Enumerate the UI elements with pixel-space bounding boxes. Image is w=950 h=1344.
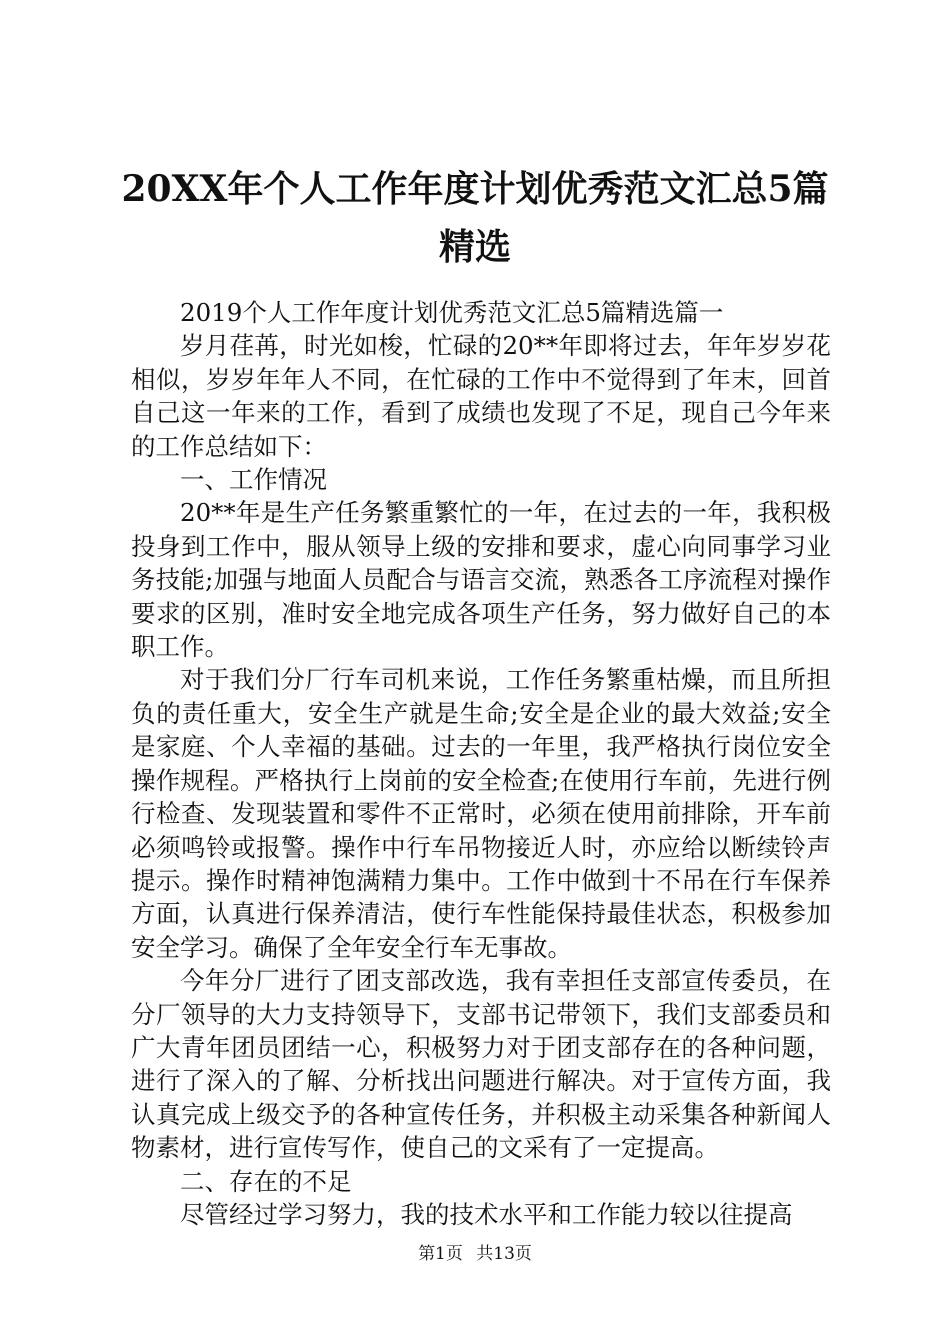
paragraph-intro: 岁月荏苒，时光如梭，忙碌的20**年即将过去，年年岁岁花相似，岁岁年年人不同，在忙碌的工作中不觉得到了年末，回首自己这一年来的工作，看到了成绩也发现了不足，现自己今年来的工作总结如下： [131, 331, 831, 461]
section-heading-article-one: 2019个人工作年度计划优秀范文汇总5篇精选篇一 [180, 298, 724, 327]
section-heading-shortcomings: 二、存在的不足 [180, 1166, 352, 1196]
paragraph-league-branch: 今年分厂进行了团支部改选，我有幸担任支部宣传委员，在分厂领导的大力支持领导下，支部书记带领下，我们支部委员和广大青年团员团结一心，积极努力对于团支部存在的各种问题，进行了深入的了解、分析找出问题进行解决。对于宣传方面，我认真完成上级交予的各种宣传任务，并积极主动采集各种新闻人物素材，进行宣传写作，使自己的文采有了一定提高。 [131, 966, 831, 1163]
paragraph-safety: 对于我们分厂行车司机来说，工作任务繁重枯燥，而且所担负的责任重大，安全生产就是生命;安全是企业的最大效益;安全是家庭、个人幸福的基础。过去的一年里，我严格执行岗位安全操作规程。严格执行上岗前的安全检查;在使用行车前，先进行例行检查、发现装置和零件不正常时，必须在使用前排除，开车前必须鸣铃或报警。操作中行车吊物接近人时，亦应给以断续铃声提示。操作时精神饱满精力集中。工作中做到十不吊在行车保养方面，认真进行保养清洁，使行车性能保持最佳状态，积极参加安全学习。确保了全年安全行车无事故。 [131, 665, 831, 962]
document-title: 20XX年个人工作年度计划优秀范文汇总5篇精选 [121, 168, 829, 268]
page-total: 共13页 [476, 1244, 532, 1264]
page-number: 第1页 [418, 1244, 463, 1264]
paragraph-shortcomings: 尽管经过学习努力，我的技术水平和工作能力较以往提高 [180, 1199, 793, 1229]
paragraph-work-status: 20**年是生产任务繁重繁忙的一年，在过去的一年，我积极投身到工作中，服从领导上级的安排和要求，虚心向同事学习业务技能;加强与地面人员配合与语言交流，熟悉各工序流程对操作要求的区别，准时安全地完成各项生产任务，努力做好自己的本职工作。 [131, 498, 831, 662]
page-footer [0, 1243, 950, 1265]
section-heading-work-status: 一、工作情况 [180, 465, 327, 495]
document-body [131, 296, 831, 1231]
